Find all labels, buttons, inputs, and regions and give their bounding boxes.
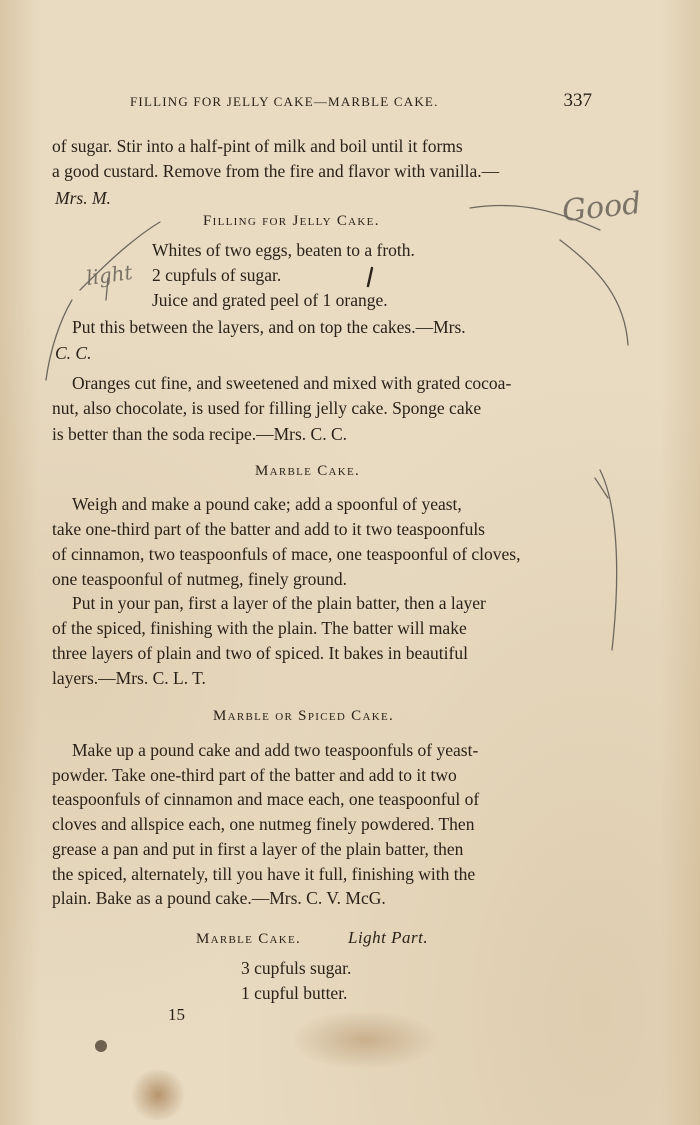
marble-cake-title: Marble Cake. — [255, 463, 361, 479]
marble-p1-line-4: one teaspoonful of nutmeg, finely ground. — [52, 569, 348, 589]
spiced-cake-title: Marble or Spiced Cake. — [213, 708, 395, 724]
jelly-instruction-line-1: Put this between the layers, and on top the cakes.—Mrs. — [72, 317, 466, 337]
spiced-line-2: powder. Take one-third part of the batter and add to it two — [52, 765, 457, 785]
continuation-line-2: a good custard. Remove from the fire and flavor with vanilla.— — [52, 161, 500, 181]
marble-p1-line-3: of cinnamon, two teaspoonfuls of mace, one teaspoonful of cloves, — [52, 544, 521, 564]
ink-stain — [290, 1010, 440, 1070]
ink-stain — [128, 1070, 188, 1120]
pencil-note-good: Good — [560, 185, 643, 230]
continuation-line-1: of sugar. Stir into a half-pint of milk and boil until it forms — [52, 136, 463, 156]
jelly-instruction-line-2: C. C. — [55, 343, 92, 363]
pencil-note-light: light — [84, 259, 134, 291]
marble-p1-line-2: take one-third part of the batter and add to it two teaspoonfuls — [52, 519, 485, 539]
ink-stain — [95, 1040, 107, 1052]
orange-note-line-1: Oranges cut fine, and sweetened and mixed with grated cocoa- — [72, 373, 512, 393]
orange-note-line-3: is better than the soda recipe.—Mrs. C. C. — [52, 424, 348, 444]
marble-p2-line-2: of the spiced, finishing with the plain. The batter will make — [52, 618, 467, 638]
marble-p2-line-3: three layers of plain and two of spiced. It bakes in beautiful — [52, 643, 468, 663]
jelly-filling-title: Filling for Jelly Cake. — [203, 213, 380, 229]
page-header — [120, 90, 600, 120]
light-ingredient-2: 1 cupful butter. — [241, 983, 348, 1003]
orange-note-line-2: nut, also chocolate, is used for filling jelly cake. Sponge cake — [52, 398, 482, 418]
marble-p2-line-4: layers.—Mrs. C. L. T. — [52, 668, 206, 688]
spiced-line-3: teaspoonfuls of cinnamon and mace each, one teaspoonful of — [52, 789, 480, 809]
light-part-title: Marble Cake. — [196, 931, 302, 947]
spiced-line-7: plain. Bake as a pound cake.—Mrs. C. V. McG. — [52, 888, 386, 908]
light-part-subtitle: Light Part. — [348, 928, 429, 947]
spiced-line-1: Make up a pound cake and add two teaspoonfuls of yeast- — [72, 740, 479, 760]
jelly-ingredient-2: 2 cupfuls of sugar. — [152, 265, 282, 285]
continuation-attribution: Mrs. M. — [55, 188, 111, 208]
jelly-ingredient-1: Whites of two eggs, beaten to a froth. — [152, 240, 415, 260]
light-ingredient-1: 3 cupfuls sugar. — [241, 958, 352, 978]
marble-p2-line-1: Put in your pan, first a layer of the plain batter, then a layer — [72, 593, 486, 613]
signature-mark: 15 — [168, 1005, 185, 1024]
spiced-line-5: grease a pan and put in first a layer of the plain batter, then — [52, 839, 464, 859]
jelly-ingredient-3: Juice and grated peel of 1 orange. — [152, 290, 388, 310]
marble-p1-line-1: Weigh and make a pound cake; add a spoonful of yeast, — [72, 494, 462, 514]
spiced-line-6: the spiced, alternately, till you have it full, finishing with the — [52, 864, 476, 884]
running-head: FILLING FOR JELLY CAKE—MARBLE CAKE. — [130, 94, 439, 109]
page-number: 337 — [563, 90, 592, 111]
spiced-line-4: cloves and allspice each, one nutmeg finely powdered. Then — [52, 814, 475, 834]
